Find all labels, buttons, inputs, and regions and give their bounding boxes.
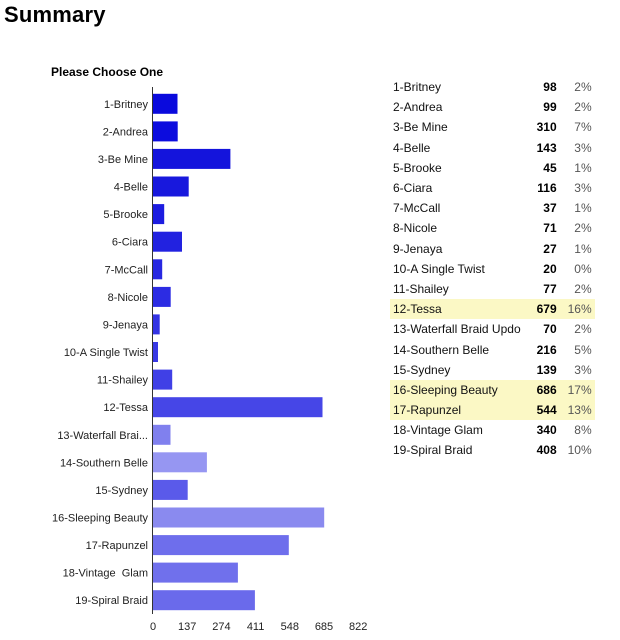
table-cell-percent: 3% xyxy=(574,362,592,377)
table-cell-percent: 3% xyxy=(574,181,592,196)
table-cell-percent: 2% xyxy=(574,221,592,236)
bar-13[interactable] xyxy=(153,425,171,445)
bar-14[interactable] xyxy=(153,452,207,472)
table-row xyxy=(390,198,595,218)
table-cell-count: 45 xyxy=(543,160,557,175)
table-cell-label: 19-Spiral Braid xyxy=(393,443,473,458)
bar-10[interactable] xyxy=(153,342,158,362)
table-cell-count: 98 xyxy=(543,80,557,95)
table-cell-percent: 1% xyxy=(574,160,592,175)
category-label: 2-Andrea xyxy=(102,126,148,139)
page-title: Summary xyxy=(4,2,106,27)
category-label: 5-Brooke xyxy=(103,209,148,222)
x-tick-label: 137 xyxy=(178,621,197,633)
table-cell-count: 340 xyxy=(536,423,557,438)
table-cell-label: 5-Brooke xyxy=(393,160,442,175)
table-cell-count: 686 xyxy=(521,380,557,400)
table-cell-percent: 17% xyxy=(557,380,595,400)
category-label: 17-Rapunzel xyxy=(85,540,148,553)
table-row xyxy=(390,299,595,319)
table-row xyxy=(390,339,595,359)
table-row xyxy=(390,440,595,460)
x-tick-label: 685 xyxy=(314,621,334,633)
table-cell-percent: 2% xyxy=(574,100,592,115)
table-cell-percent: 1% xyxy=(574,241,592,256)
table-cell-label: 12-Tessa xyxy=(390,299,521,319)
table-cell-count: 116 xyxy=(537,181,557,196)
table-cell-label: 2-Andrea xyxy=(393,100,443,115)
table-cell-percent: 13% xyxy=(557,400,595,420)
table-cell-count: 139 xyxy=(536,362,557,377)
bar-16[interactable] xyxy=(153,508,324,528)
x-tick-label: 0 xyxy=(149,621,157,633)
table-cell-percent: 2% xyxy=(574,281,592,296)
table-cell-label: 18-Vintage Glam xyxy=(393,423,483,438)
bar-1[interactable] xyxy=(153,94,178,114)
table-cell-percent: 8% xyxy=(574,423,592,438)
category-label: 1-Britney xyxy=(103,98,148,111)
table-cell-count: 143 xyxy=(536,140,557,155)
table-cell-count: 99 xyxy=(543,100,557,115)
table-cell-label: 8-Nicole xyxy=(393,221,438,236)
table-cell-percent: 0% xyxy=(574,261,592,276)
table-cell-label: 9-Jenaya xyxy=(393,241,443,256)
category-label: 6-Ciara xyxy=(111,236,148,249)
table-cell-percent: 16% xyxy=(557,299,595,319)
table-row xyxy=(390,279,595,299)
table-row xyxy=(390,239,595,259)
table-cell-count: 544 xyxy=(521,400,557,420)
table-cell-label: 15-Sydney xyxy=(393,362,451,377)
category-label: 4-Belle xyxy=(113,181,148,194)
bar-19[interactable] xyxy=(153,590,255,610)
table-row xyxy=(390,178,595,198)
bar-3[interactable] xyxy=(153,149,230,169)
table-cell-count: 71 xyxy=(543,221,557,236)
bar-12[interactable] xyxy=(153,397,323,417)
category-label: 11-Shailey xyxy=(96,374,148,387)
table-cell-count: 679 xyxy=(521,299,557,319)
bar-18[interactable] xyxy=(153,563,238,583)
table-cell-count: 20 xyxy=(543,261,557,276)
table-cell-label: 13-Waterfall Braid Updo xyxy=(393,322,521,337)
bar-2[interactable] xyxy=(153,121,178,141)
category-label: 13-Waterfall Brai... xyxy=(57,429,148,442)
table-cell-label: 14-Southern Belle xyxy=(393,342,490,357)
table-row xyxy=(390,138,595,158)
table-cell-count: 408 xyxy=(536,443,557,458)
table-cell-percent: 5% xyxy=(574,342,592,357)
category-label: 14-Southern Belle xyxy=(59,457,148,470)
table-cell-label: 11-Shailey xyxy=(393,281,449,296)
bar-6[interactable] xyxy=(153,232,182,252)
bar-7[interactable] xyxy=(153,259,162,279)
table-cell-count: 70 xyxy=(543,322,557,337)
table-row xyxy=(390,259,595,279)
table-row xyxy=(390,117,595,137)
table-cell-percent: 3% xyxy=(574,140,592,155)
category-label: 18-Vintage Glam xyxy=(62,567,148,580)
category-label: 12-Tessa xyxy=(103,402,148,415)
table-row xyxy=(390,360,595,380)
table-row xyxy=(390,77,595,97)
x-tick-label: 411 xyxy=(246,621,265,633)
table-cell-percent: 1% xyxy=(574,201,592,216)
category-label: 9-Jenaya xyxy=(102,319,148,332)
x-tick-label: 274 xyxy=(212,621,231,633)
table-cell-label: 6-Ciara xyxy=(393,181,433,196)
table-row xyxy=(390,158,595,178)
x-tick-label: 548 xyxy=(280,621,299,633)
table-cell-count: 37 xyxy=(543,201,557,216)
table-row xyxy=(390,420,595,440)
table-cell-count: 216 xyxy=(536,342,557,357)
table-row xyxy=(390,218,595,238)
table-cell-percent: 10% xyxy=(567,443,592,458)
summary-table xyxy=(390,77,595,461)
table-cell-label: 1-Britney xyxy=(393,80,442,95)
chart-title: Please Choose One xyxy=(51,65,164,79)
table-cell-label: 4-Belle xyxy=(393,140,431,155)
table-row xyxy=(390,97,595,117)
table-cell-count: 310 xyxy=(536,120,557,135)
bar-4[interactable] xyxy=(153,177,189,197)
category-label: 16-Sleeping Beauty xyxy=(51,512,148,525)
bar-15[interactable] xyxy=(153,480,188,500)
category-label: 19-Spiral Braid xyxy=(75,595,148,608)
table-cell-label: 17-Rapunzel xyxy=(390,400,521,420)
table-row xyxy=(390,400,595,420)
table-row xyxy=(390,319,595,339)
category-label: 7-McCall xyxy=(104,264,148,277)
table-cell-count: 27 xyxy=(543,241,557,256)
table-cell-label: 3-Be Mine xyxy=(393,120,448,135)
table-cell-label: 16-Sleeping Beauty xyxy=(390,380,521,400)
table-cell-percent: 7% xyxy=(574,120,592,135)
category-label: 8-Nicole xyxy=(107,291,148,304)
category-label: 15-Sydney xyxy=(95,484,148,497)
bar-17[interactable] xyxy=(153,535,289,555)
table-cell-percent: 2% xyxy=(574,322,592,337)
table-row xyxy=(390,380,595,400)
table-cell-label: 7-McCall xyxy=(393,201,441,216)
table-cell-percent: 2% xyxy=(574,80,592,95)
bar-5[interactable] xyxy=(153,204,164,224)
table-cell-count: 77 xyxy=(543,281,557,296)
table-cell-label: 10-A Single Twist xyxy=(393,261,485,276)
bar-11[interactable] xyxy=(153,370,172,390)
bar-8[interactable] xyxy=(153,287,171,307)
category-label: 10-A Single Twist xyxy=(63,347,148,359)
bar-9[interactable] xyxy=(153,314,160,334)
x-tick-label: 822 xyxy=(349,621,368,633)
category-label: 3-Be Mine xyxy=(97,153,148,166)
